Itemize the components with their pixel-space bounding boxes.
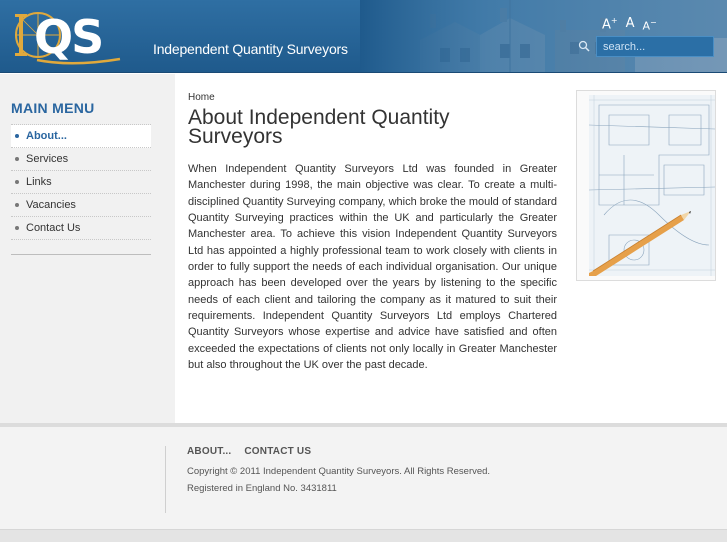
bullet-icon: [15, 134, 19, 138]
font-size-tools: [602, 16, 657, 33]
left-sidebar: [0, 74, 175, 423]
about-body-text: When Independent Quantity Surveyors Ltd was founded in Greater Manchester during 1998, the main objective was clear. To create a multi-disciplined Quantity Surveying company, which broke the mould of standard Quantity Surveying practices within the UK and particularly the Greater Manchester area. To achieve this vision Independent Quantity Surveyors Ltd has appointed a highly professional team to work closely with clients in order to fully support the needs of each individual organisation. Our unique approach has been developed over the years by listening to the specific needs of each client and tailoring the company as it matured to suit their requirements. Independent Quantity Surveyors Ltd employs Chartered Quantity Surveyors whose expertise and advice have satisfied and often exceeded the expectations of clients not only locally in Greater Manchester but also throughout the UK over the past decade.: [188, 163, 557, 372]
menu-item-contact[interactable]: [11, 217, 151, 240]
menu-item-links[interactable]: [11, 171, 151, 194]
main-menu: [11, 124, 151, 240]
font-decrease-label: A: [642, 19, 651, 33]
menu-item-label: About...: [26, 130, 67, 142]
footer-links: [187, 446, 311, 457]
menu-item-services[interactable]: [11, 148, 151, 171]
side-image-frame: [576, 90, 716, 281]
bullet-icon: [15, 157, 19, 161]
font-increase-mark: +: [610, 16, 618, 25]
footer-divider: [165, 446, 166, 513]
search-input[interactable]: [596, 36, 714, 57]
iqs-logo[interactable]: [12, 5, 130, 67]
search-icon: [578, 40, 590, 52]
bullet-icon: [15, 226, 19, 230]
page-bottom-band: [0, 529, 727, 545]
font-increase-button[interactable]: [602, 16, 618, 32]
font-increase-label: A: [602, 17, 611, 33]
bullet-icon: [15, 180, 19, 184]
main-menu-title: MAIN MENU: [11, 100, 95, 116]
menu-item-label: Vacancies: [26, 199, 76, 211]
menu-item-label: Links: [26, 176, 52, 188]
page-title: About Independent Quantity Surveyors: [188, 106, 450, 148]
menu-item-label: Contact Us: [26, 222, 81, 234]
blueprint-pencil-image: [589, 95, 715, 276]
font-reset-button[interactable]: A: [625, 16, 635, 31]
bullet-icon: [15, 203, 19, 207]
site-footer: [0, 427, 727, 529]
site-title: Independent Quantity Surveyors: [153, 41, 348, 57]
font-decrease-mark: −: [650, 18, 657, 27]
breadcrumb[interactable]: Home: [188, 92, 215, 103]
menu-item-label: Services: [26, 153, 69, 165]
menu-item-about[interactable]: [11, 125, 151, 148]
footer-link-contact[interactable]: CONTACT US: [244, 446, 312, 457]
menu-divider: [11, 254, 151, 255]
copyright-text: Copyright © 2011 Independent Quantity Surveyors. All Rights Reserved.: [187, 466, 491, 477]
footer-link-about[interactable]: ABOUT...: [187, 446, 232, 457]
site-header: [0, 0, 727, 73]
registration-text: Registered in England No. 3431811: [187, 483, 337, 494]
svg-text:QS: QS: [34, 10, 103, 64]
menu-item-vacancies[interactable]: [11, 194, 151, 217]
font-decrease-button[interactable]: [643, 18, 657, 33]
